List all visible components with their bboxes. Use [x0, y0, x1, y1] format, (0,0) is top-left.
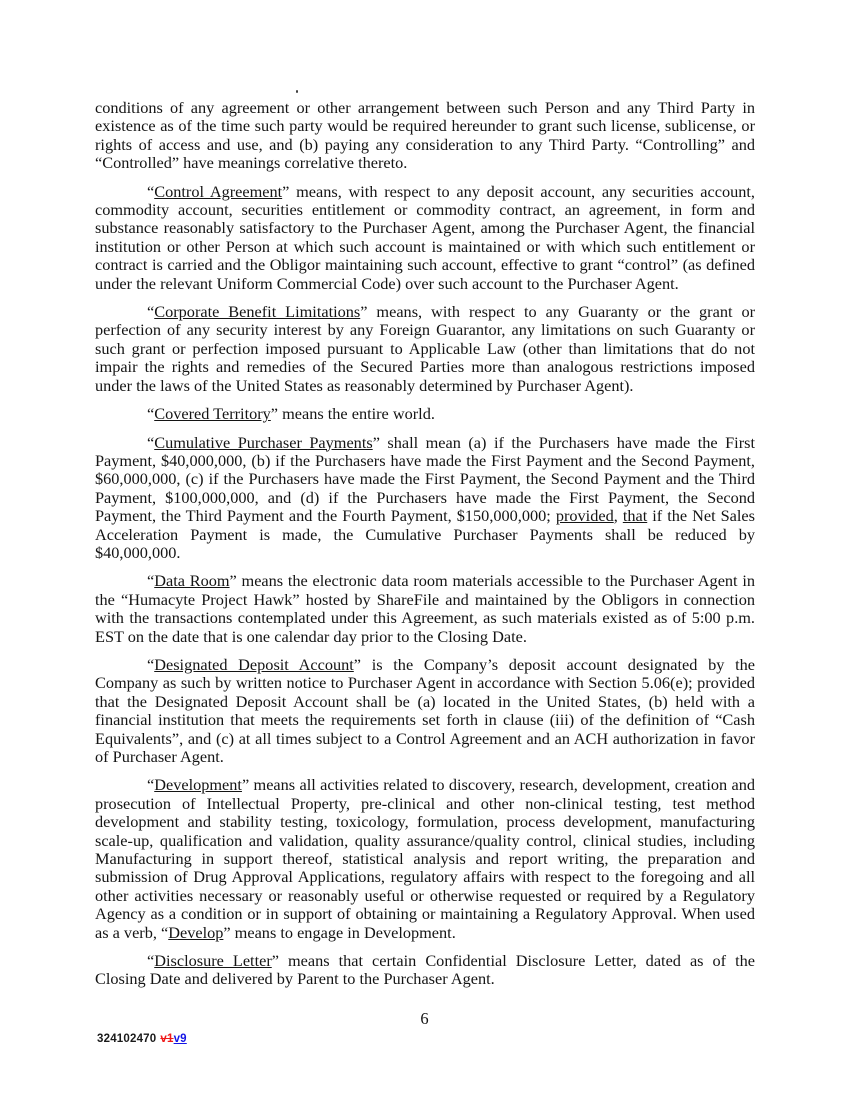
- text-run: “: [147, 404, 155, 424]
- paragraph: [95, 572, 755, 646]
- defined-term: that: [622, 506, 648, 526]
- text-run: “: [147, 951, 155, 971]
- new-version-redline: v9: [173, 1033, 187, 1045]
- paragraph: [95, 656, 755, 766]
- document-body: [95, 99, 755, 999]
- page-number: 6: [420, 1009, 429, 1028]
- text-run: ” is the Company’s deposit account designated by the Company as such by written notice to Purchaser Agent in accordance with Section 5.06(e); provided that the Designated Deposit Account shall be (a) located in the United States, (b) held with a financial institution that meets the requirements set forth in clause (iii) of the definition of “Cash Equivalents”, and (c) at all times subject to a Control Agreement and an ACH authorization in favor of Purchaser Agent.: [95, 654, 755, 766]
- paragraph: [95, 183, 755, 293]
- defined-term: Development: [154, 775, 242, 795]
- old-version-redline: v1: [160, 1033, 174, 1045]
- document-id-stamp: [97, 1033, 187, 1045]
- defined-term: Designated Deposit Account: [154, 654, 354, 674]
- defined-term: Control Agreement: [154, 181, 283, 201]
- text-run: if the Net Sales Acceleration Payment is made, the Cumulative Purchaser Payments shall be reduced by $40,000,000.: [95, 506, 755, 562]
- text-run: “: [147, 302, 155, 322]
- doc-id: 324102470: [97, 1033, 157, 1045]
- paragraph: [95, 99, 755, 173]
- text-run: ” means, with respect to any deposit account, any securities account, commodity account, securities entitlement or commodity contract, an agreement, in form and substance reasonably satisfactory to the Purchaser Agent, among the Purchaser Agent, the financial institution or other Person at which such account is maintained or with which such entitlement or contract is carried and the Obligor maintaining such account, effective to grant “control” (as defined under the relevant Uniform Commercial Code) over such account to the Purchaser Agent.: [95, 181, 755, 293]
- text-run: “: [147, 181, 155, 201]
- text-run: “: [147, 775, 155, 795]
- defined-term: Disclosure Letter: [154, 951, 272, 971]
- defined-term: provided: [555, 506, 614, 526]
- defined-term: Develop: [168, 922, 224, 942]
- paragraph: [95, 776, 755, 942]
- text-run: ,: [613, 506, 623, 526]
- defined-term: Covered Territory: [154, 404, 271, 424]
- text-run: ” means to engage in Development.: [223, 922, 456, 942]
- text-run: ” means that certain Confidential Disclosure Letter, dated as of the Closing Date and delivered by Parent to the Purchaser Agent.: [95, 951, 755, 989]
- text-run: ” shall mean (a) if the Purchasers have made the First Payment, $40,000,000, (b) if the Purchasers have made the First Payment and the Second Payment, $60,000,000, (c) if the Purchasers have made the First Payment, the Second Payment and the Third Payment, $100,000,000, and (d) if the Purchasers have made the First Payment, the Second Payment, the Third Payment and the Fourth Payment, $150,000,000;: [95, 432, 755, 526]
- text-run: “: [147, 432, 155, 452]
- text-run: ” means the electronic data room materials accessible to the Purchaser Agent in the “Humacyte Project Hawk” hosted by ShareFile and maintained by the Obligors in connection with the transactions contemplated under this Agreement, as such materials existed as of 5:00 p.m. EST on the date that is one calendar day prior to the Closing Date.: [95, 571, 756, 646]
- defined-term: Corporate Benefit Limitations: [154, 302, 361, 322]
- paragraph: [95, 303, 755, 395]
- text-run: ” means all activities related to discovery, research, development, creation and prosecution of Intellectual Property, pre-clinical and other non-clinical testing, test method development and stability testing, toxicology, formulation, process development, manufacturing scale-up, qualification and validation, quality assurance/quality control, clinical studies, including Manufacturing in support thereof, statistical analysis and report writing, the preparation and submission of Drug Approval Applications, regulatory affairs with respect to the foregoing and all other activities necessary or reasonably useful or otherwise requested or required by a Regulatory Agency as a condition or in support of obtaining or maintaining a Regulatory Approval. When used as a verb, “: [95, 775, 755, 942]
- defined-term: Data Room: [154, 571, 230, 591]
- paragraph: [95, 405, 755, 423]
- scan-artifact-dot: [296, 90, 298, 93]
- text-run: “: [147, 654, 155, 674]
- paragraph: [95, 952, 755, 989]
- text-run: conditions of any agreement or other arrangement between such Person and any Third Party in existence as of the time such party would be required hereunder to grant such license, sublicense, or rights of access and use, and (b) paying any consideration to any Third Party. “Controlling” and “Controlled” have meanings correlative thereto.: [95, 98, 755, 173]
- text-run: ” means the entire world.: [270, 404, 435, 424]
- paragraph: [95, 434, 755, 563]
- text-run: “: [147, 571, 155, 591]
- defined-term: Cumulative Purchaser Payments: [154, 432, 373, 452]
- text-run: ” means, with respect to any Guaranty or the grant or perfection of any security interest by any Foreign Guarantor, any limitations on such Guaranty or such grant or perfection imposed pursuant to Applicable Law (other than limitations that do not impair the rights and remedies of the Secured Parties more than analogous restrictions imposed under the laws of the United States as reasonably determined by Purchaser Agent).: [95, 302, 756, 395]
